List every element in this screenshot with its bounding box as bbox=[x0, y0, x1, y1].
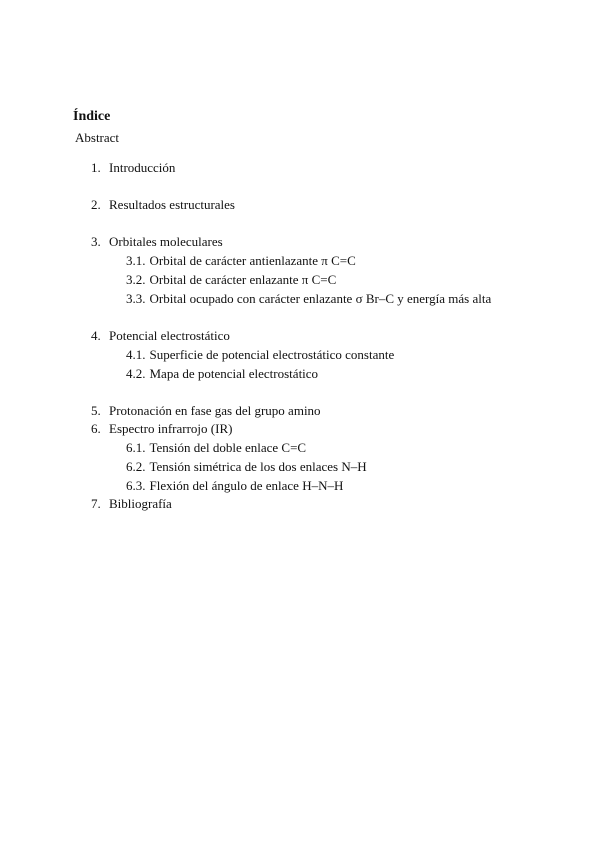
subsection-label: Tensión simétrica de los dos enlaces N–H bbox=[149, 459, 367, 474]
subsection-label: Mapa de potencial electrostático bbox=[149, 366, 319, 381]
subsection-number: 4.2. bbox=[126, 366, 146, 381]
subsection-number: 3.1. bbox=[126, 253, 146, 268]
section-number: 5. bbox=[91, 403, 101, 418]
subsection-label: Tensión del doble enlace C=C bbox=[149, 440, 307, 455]
section-label: Bibliografía bbox=[109, 496, 172, 511]
section-number: 2. bbox=[91, 197, 101, 212]
section-number: 3. bbox=[91, 234, 101, 249]
subsection-label: Flexión del ángulo de enlace H–N–H bbox=[149, 478, 344, 493]
subsection-label: Orbital ocupado con carácter enlazante σ Br–C y energía más alta bbox=[149, 291, 492, 306]
section-number: 1. bbox=[91, 160, 101, 175]
toc-subsection-6-3 bbox=[126, 478, 343, 494]
subsection-label: Superficie de potencial electrostático constante bbox=[149, 347, 395, 362]
toc-subsection-3-1 bbox=[126, 253, 356, 269]
toc-subsection-4-2 bbox=[126, 366, 318, 382]
subsection-number: 3.2. bbox=[126, 272, 146, 287]
subsection-number: 6.3. bbox=[126, 478, 146, 493]
toc-section-3 bbox=[91, 234, 223, 250]
section-label: Introducción bbox=[109, 160, 176, 175]
section-label: Protonación en fase gas del grupo amino bbox=[109, 403, 321, 418]
subsection-label: Orbital de carácter antienlazante π C=C bbox=[149, 253, 356, 268]
toc-subsection-3-2 bbox=[126, 272, 336, 288]
subsection-number: 6.1. bbox=[126, 440, 146, 455]
toc-subsection-6-2 bbox=[126, 459, 367, 475]
section-number: 6. bbox=[91, 421, 101, 436]
toc-abstract-entry: Abstract bbox=[75, 130, 120, 145]
toc-subsection-4-1 bbox=[126, 347, 394, 363]
toc-section-6 bbox=[91, 421, 232, 437]
toc-subsection-6-1 bbox=[126, 440, 306, 456]
section-number: 4. bbox=[91, 328, 101, 343]
section-label: Potencial electrostático bbox=[109, 328, 230, 343]
subsection-number: 6.2. bbox=[126, 459, 146, 474]
section-number: 7. bbox=[91, 496, 101, 511]
subsection-number: 3.3. bbox=[126, 291, 146, 306]
toc-subsection-3-3 bbox=[126, 291, 491, 307]
toc-heading: Índice bbox=[73, 109, 111, 124]
section-label: Espectro infrarrojo (IR) bbox=[109, 421, 233, 436]
section-label: Resultados estructurales bbox=[109, 197, 235, 212]
toc-section-4 bbox=[91, 328, 230, 344]
toc-section-1 bbox=[91, 160, 175, 176]
toc-section-2 bbox=[91, 197, 235, 213]
section-label: Orbitales moleculares bbox=[109, 234, 223, 249]
toc-section-7 bbox=[91, 496, 172, 512]
subsection-number: 4.1. bbox=[126, 347, 146, 362]
toc-section-5 bbox=[91, 403, 321, 419]
subsection-label: Orbital de carácter enlazante π C=C bbox=[149, 272, 337, 287]
